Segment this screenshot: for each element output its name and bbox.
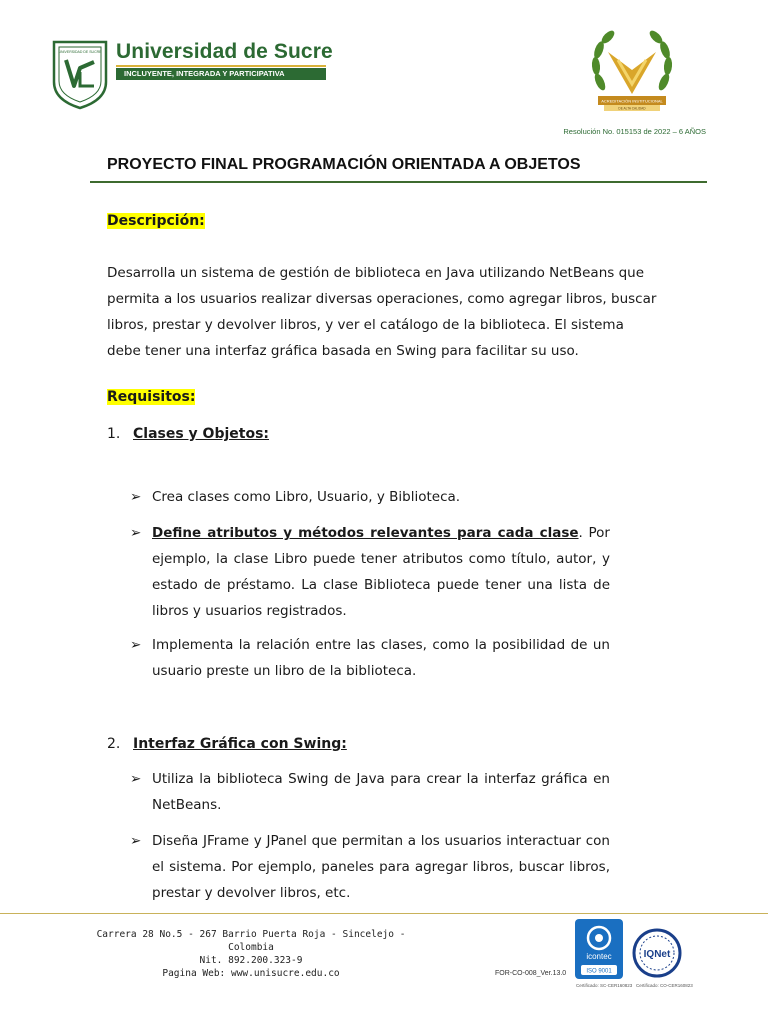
requirement-1-label: Clases y Objetos:	[133, 426, 270, 442]
bullet-text: Implementa la relación entre las clases, como la posibilidad de un usuario preste un libro de la biblioteca.	[152, 637, 610, 679]
document-title: PROYECTO FINAL PROGRAMACIÓN ORIENTADA A OBJETOS	[107, 156, 581, 173]
bullet-text: Diseña JFrame y JPanel que permitan a los usuarios interactuar con el sistema. Por ejemplo, paneles para agregar libros, buscar libros, prestar y devolver libros, etc.	[152, 833, 610, 901]
header-gold-rule	[116, 65, 326, 67]
form-code: FOR-CO-008_Ver.13.0	[495, 970, 567, 977]
bullet-text: Utiliza la biblioteca Swing de Java para crear la interfaz gráfica en NetBeans.	[152, 771, 610, 813]
description-heading: Descripción:	[107, 213, 205, 229]
list-item	[130, 484, 610, 510]
icontec-label: icontec	[586, 952, 612, 961]
bullet-continuation: . Por ejemplo, la clase Libro puede tener atributos como título, autor, y estado de préstamo. La clase Biblioteca puede tener una lista de libros y usuarios registrados.	[152, 525, 610, 619]
arrow-bullet-icon: ➢	[130, 489, 142, 505]
footer-web: Pagina Web: www.unisucre.edu.co	[162, 968, 340, 979]
university-name: Universidad de Sucre	[116, 40, 333, 63]
list-item	[130, 766, 610, 818]
arrow-bullet-icon: ➢	[130, 637, 142, 653]
title-divider	[90, 181, 707, 183]
bullet-text	[130, 520, 610, 624]
resolution-text: Resolución No. 015153 de 2022 – 6 AÑOS	[563, 127, 706, 136]
list-item	[130, 828, 610, 906]
description-text: Desarrolla un sistema de gestión de biblioteca en Java utilizando NetBeans que permita a los usuarios realizar diversas operaciones, como agregar libros, buscar libros, prestar y devolver libros, y ver el catálogo de la biblioteca. El sistema debe tener una interfaz gráfica basada en Swing para facilitar su uso.	[107, 265, 657, 359]
icontec-certification-icon	[574, 918, 624, 980]
list-item	[130, 632, 610, 684]
footer-address: Carrera 28 No.5 - 267 Barrio Puerta Roja - Sincelejo - Colombia	[96, 929, 406, 953]
bullet-text: Crea clases como Libro, Usuario, y Biblioteca.	[152, 489, 461, 505]
bullet-emphasis: Define atributos y métodos relevantes para cada clase	[152, 525, 579, 541]
university-shield-logo	[50, 38, 110, 110]
list-item	[130, 520, 610, 624]
arrow-bullet-icon: ➢	[130, 771, 142, 787]
requirements-heading: Requisitos:	[107, 389, 196, 405]
university-tagline: INCLUYENTE, INTEGRADA Y PARTICIPATIVA	[116, 68, 326, 80]
footer-divider	[0, 913, 768, 914]
iqnet-label: IQNet	[643, 949, 671, 960]
iqnet-certification-icon	[632, 928, 682, 978]
requirement-item-2	[107, 736, 347, 752]
seal-text-top: ACREDITACIÓN INSTITUCIONAL	[601, 98, 663, 104]
description-heading-wrap	[107, 213, 205, 229]
certificate-number-2: Certificado: CO-CER160823	[636, 983, 693, 988]
requirements-heading-wrap	[107, 389, 195, 405]
arrow-bullet-icon: ➢	[130, 525, 142, 541]
footer-nit: Nit. 892.200.323-9	[199, 955, 303, 966]
accreditation-seal-icon	[586, 22, 678, 120]
requirement-2-number: 2.	[107, 736, 121, 752]
requirement-1-number: 1.	[107, 426, 121, 442]
seal-text-bottom: DE ALTA CALIDAD	[618, 106, 646, 111]
shield-logo-text: UNIVERSIDAD DE SUCRE	[58, 50, 102, 54]
arrow-bullet-icon: ➢	[130, 833, 142, 849]
requirement-item-1	[107, 426, 269, 442]
footer-address-block	[96, 928, 406, 980]
iso-label: ISO 9001	[586, 968, 612, 975]
requirement-2-label: Interfaz Gráfica con Swing:	[133, 736, 347, 752]
certificate-number-1: Certificado: SC-CER160823	[576, 983, 633, 988]
